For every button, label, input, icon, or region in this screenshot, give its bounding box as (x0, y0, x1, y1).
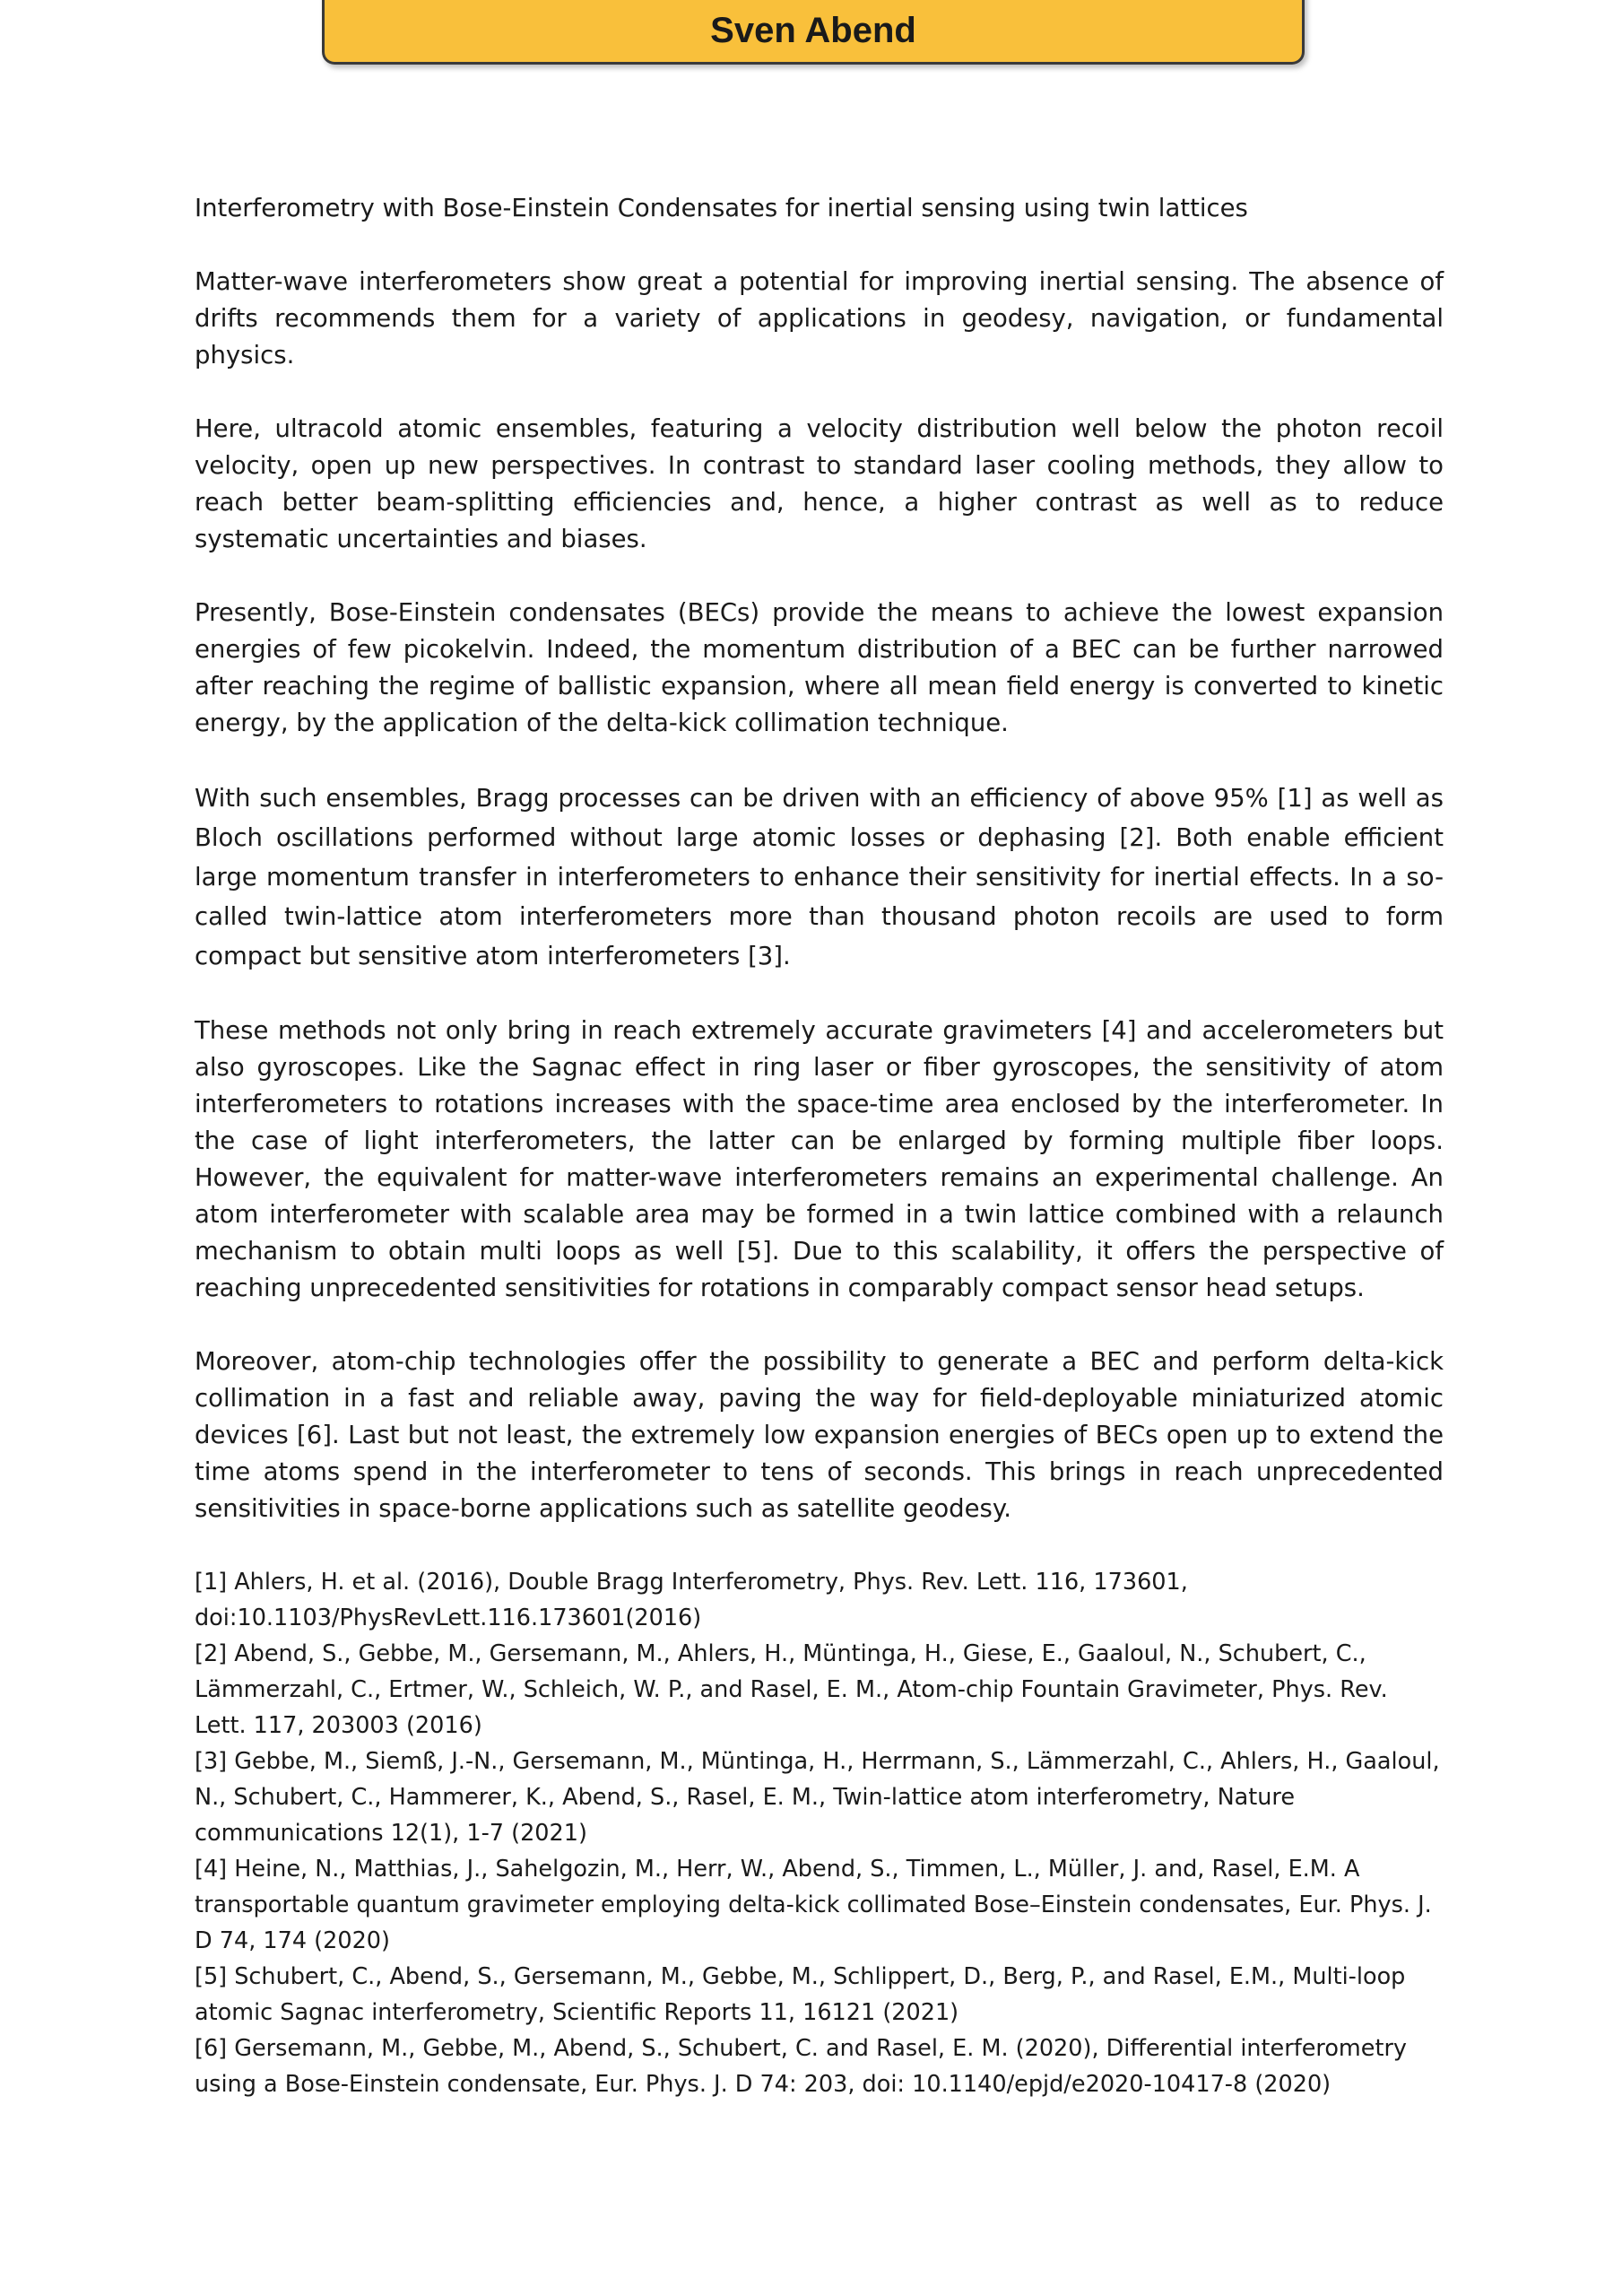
abstract-body (195, 190, 1444, 2102)
paragraph-3: Presently, Bose-Einstein condensates (BECs) provide the means to achieve the lowest expansion energies of few picokelvin. Indeed, the momentum distribution of a BEC can be further narrowed after reaching the regime of ballistic expansion, where all mean field energy is converted to kinetic energy, by the application of the delta-kick collimation technique. (195, 598, 1444, 737)
reference-item: [3] Gebbe, M., Siemß, J.-N., Gersemann, M., Müntinga, H., Herrmann, S., Lämmerzahl, C., Ahlers, H., Gaaloul, N., Schubert, C., Hammerer, K., Abend, S., Rasel, E. M., Twin-lattice atom interferometry, Nature communications 12(1), 1-7 (2021) (195, 1748, 1440, 1847)
author-name: Sven Abend (710, 11, 916, 50)
paragraph-6: Moreover, atom-chip technologies offer the possibility to generate a BEC and perform delta-kick collimation in a fast and reliable away, paving the way for field-deployable miniaturized atomic devices [6]. Last but not least, the extremely low expansion energies of BECs open up to extend the time atoms spend in the interferometer to tens of seconds. This brings in reach unprecedented sensitivities in space-borne applications such as satellite geodesy. (195, 1347, 1444, 1523)
reference-item: [1] Ahlers, H. et al. (2016), Double Bragg Interferometry, Phys. Rev. Lett. 116, 173601, doi:10.1103/PhysRevLett.116.173601(2016) (195, 1569, 1188, 1631)
abstract-title: Interferometry with Bose-Einstein Condensates for inertial sensing using twin lattices (195, 194, 1248, 222)
paragraph-5: These methods not only bring in reach extremely accurate gravimeters [4] and accelerometers but also gyroscopes. Like the Sagnac effect in ring laser or fiber gyroscopes, the sensitivity of atom interferometers to rotations increases with the space-time area enclosed by the interferometer. In the case of light interferometers, the latter can be enlarged by forming multiple fiber loops. However, the equivalent for matter-wave interferometers remains an experimental challenge. An atom interferometer with scalable area may be formed in a twin lattice combined with a relaunch mechanism to obtain multi loops as well [5]. Due to this scalability, it offers the perspective of reaching unprecedented sensitivities for rotations in comparably compact sensor head setups. (195, 1016, 1444, 1302)
author-name-banner (322, 0, 1305, 65)
reference-item: [4] Heine, N., Matthias, J., Sahelgozin, M., Herr, W., Abend, S., Timmen, L., Müller, J. and, Rasel, E.M. A transportable quantum gravimeter employing delta-kick collimated Bose–Einstein condensates, Eur. Phys. J. D 74, 174 (2020) (195, 1856, 1432, 1954)
reference-item: [2] Abend, S., Gebbe, M., Gersemann, M., Ahlers, H., Müntinga, H., Giese, E., Gaaloul, N., Schubert, C., Lämmerzahl, C., Ertmer, W., Schleich, W. P., and Rasel, E. M., Atom-chip Fountain Gravimeter, Phys. Rev. Lett. 117, 203003 (2016) (195, 1640, 1388, 1739)
reference-list (195, 1564, 1444, 2102)
reference-item: [5] Schubert, C., Abend, S., Gersemann, M., Gebbe, M., Schlippert, D., Berg, P., and Rasel, E.M., Multi-loop atomic Sagnac interferometry, Scientific Reports 11, 16121 (2021) (195, 1963, 1406, 2026)
paragraph-4: With such ensembles, Bragg processes can be driven with an efficiency of above 95% [1] as well as Bloch oscillations performed without large atomic losses or dephasing [2]. Both enable efficient large momentum transfer in interferometers to enhance their sensitivity for inertial effects. In a so-called twin-lattice atom interferometers more than thousand photon recoils are used to form compact but sensitive atom interferometers [3]. (195, 784, 1444, 970)
paragraph-2: Here, ultracold atomic ensembles, featuring a velocity distribution well below the photon recoil velocity, open up new perspectives. In contrast to standard laser cooling methods, they allow to reach better beam-splitting efficiencies and, hence, a higher contrast as well as to reduce systematic uncertainties and biases. (195, 414, 1444, 553)
paragraph-1: Matter-wave interferometers show great a potential for improving inertial sensing. The absence of drifts recommends them for a variety of applications in geodesy, navigation, or fundamental physics. (195, 267, 1444, 370)
reference-item: [6] Gersemann, M., Gebbe, M., Abend, S., Schubert, C. and Rasel, E. M. (2020), Differential interferometry using a Bose-Einstein condensate, Eur. Phys. J. D 74: 203, doi: 10.1140/epjd/e2020-10417-8 (2020) (195, 2035, 1408, 2098)
